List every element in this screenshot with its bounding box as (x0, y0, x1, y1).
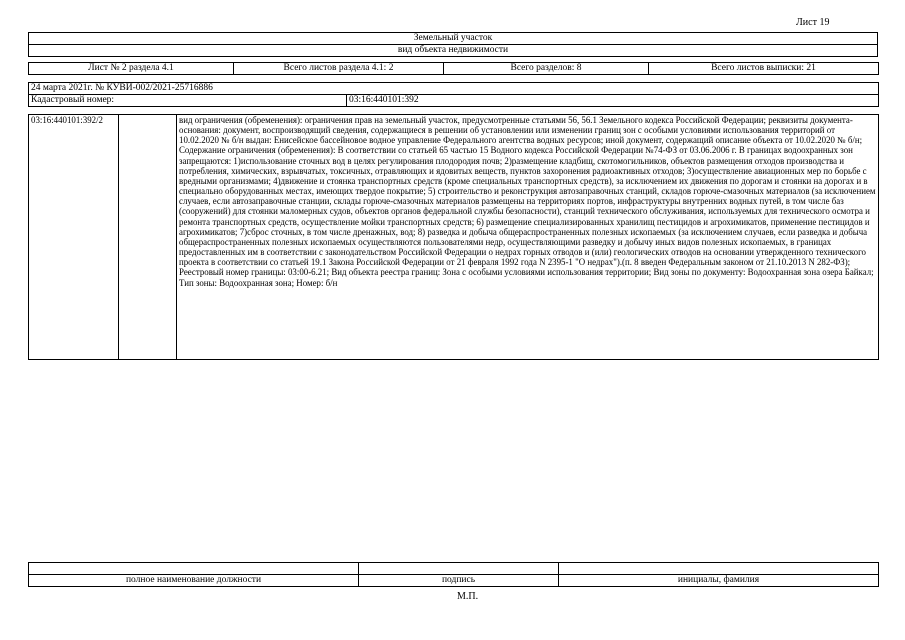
extract-date-number: 24 марта 2021г. № КУВИ-002/2021-25716886 (29, 83, 879, 95)
object-type: Земельный участок (29, 33, 878, 45)
encumbrance-text: вид ограничения (обременения): ограничения прав на земельный участок, предусмотренные статьями 56, 56.1 Земельного кодекса Российской Федерации; реквизиты документа-основания: документ, воспроизводящий сведения, содержащиеся в решении об установлении или изменении границ зон с особыми условиями использования территорий от 10.02.2020 № б/н выдан: Енисейское бассейновое водное управление Федерального агентства водных ресурсов; иной документ, содержащий описание объекта от 10.02.2020 № б/н; Содержание ограничения (обременения): В соответствии со статьей 65 частью 15 Водного кодекса Российской Федерации №74-ФЗ от 03.06.2006 г. В границах водоохранных зон запрещаются: 1)использование сточных вод в целях регулирования плодородия почв; 2)размещение кладбищ, скотомогильников, объектов размещения отходов производства и потребления, химических, взрывчатых, токсичных, отравляющих и ядовитых веществ, пунктов захоронения радиоактивных отходов; 3)осуществление авиационных мер по борьбе с вредными организмами; 4)движение и стоянка транспортных средств (кроме специальных транспортных средств), за исключением их движения по дорогам и стоянки на дорогах и в специально оборудованных местах, имеющих твердое покрытие; 5) строительство и реконструкция автозаправочных станций, складов горюче-смазочных материалов (за исключением случаев, если автозаправочные станции, склады горюче-смазочных материалов размещены на территориях портов, инфраструктуры внутренних водных путей, в том числе баз (сооружений) для стоянки маломерных судов, объектов органов федеральной службы безопасности), станций технического обслуживания, используемых для технического осмотра и ремонта транспортных средств, осуществление мойки транспортных средств; 6) размещение специализированных хранилищ пестицидов и агрохимикатов, применение пестицидов и агрохимикатов; 7)сброс сточных, в том числе дренажных, вод; 8) разведка и добыча общераспространенных полезных ископаемых (за исключением случаев, если разведка и добыча общераспространенных полезных ископаемых осуществляются пользователями недр, осуществляющими разведку и добычу иных видов полезных ископаемых, в границах предоставленных им в соответствии с законодательством Российской Федерации о недрах горных отводов и (или) геологических отводов на основании утвержденного технического проекта в соответствии со статьей 19.1 Закона Российской Федерации от 21 февраля 1992 года N 2395-1 "О недрах").(п. 8 введен Федеральным законом от 21.10.2013 N 282-ФЗ); Реестровый номер границы: 03:00-6.21; Вид объекта реестра границ: Зона с особыми условиями использования территории; Вид зоны по документу: Водоохранная зона озера Байкал; Тип зоны: Водоохранная зона; Номер: б/н (177, 115, 879, 360)
sheet-info-table (28, 62, 879, 75)
stamp-place: М.П. (457, 591, 479, 602)
cadastral-number-value: 03:16:440101:392 (347, 95, 879, 107)
section-sheet: Лист № 2 раздела 4.1 (29, 63, 234, 75)
signature-table (28, 562, 879, 587)
part-number: 03:16:440101:392/2 (29, 115, 119, 360)
signature-field-initials (559, 563, 879, 575)
signature-field-position (29, 563, 359, 575)
encumbrance-table (28, 114, 879, 360)
initials-caption: инициалы, фамилия (559, 575, 879, 587)
empty-cell (119, 115, 177, 360)
sheet-number: Лист 19 (796, 17, 830, 28)
total-sections: Всего разделов: 8 (444, 63, 649, 75)
signature-field-sign (359, 563, 559, 575)
cadastral-number-label: Кадастровый номер: (29, 95, 347, 107)
section-total-sheets: Всего листов раздела 4.1: 2 (234, 63, 444, 75)
object-type-table (28, 32, 878, 57)
object-type-caption: вид объекта недвижимости (29, 45, 878, 57)
total-extract-sheets: Всего листов выписки: 21 (649, 63, 879, 75)
signature-caption: подпись (359, 575, 559, 587)
extract-info-table (28, 82, 879, 107)
position-caption: полное наименование должности (29, 575, 359, 587)
